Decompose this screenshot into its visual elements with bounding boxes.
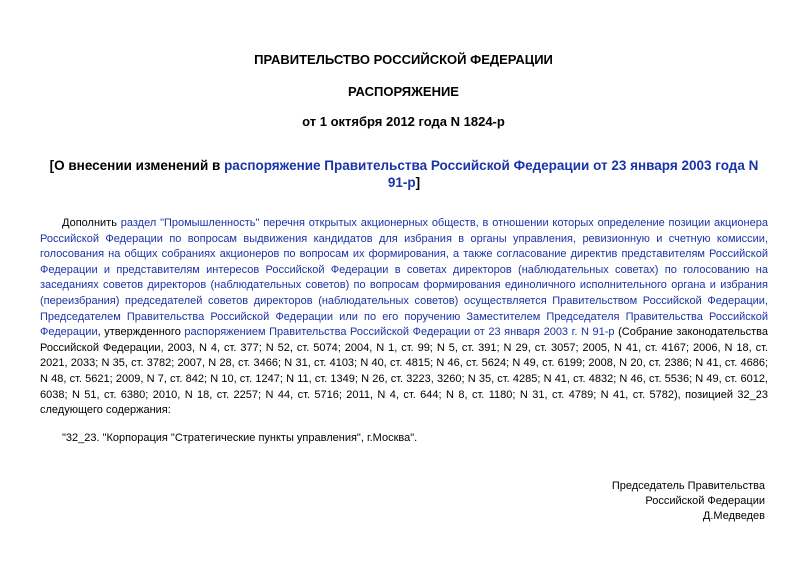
signature-title-line2: Российской Федерации (645, 495, 765, 507)
signature-name: Д.Медведев (702, 510, 765, 522)
signature-block (612, 479, 765, 524)
body-text-2: , утвержденного (97, 326, 185, 339)
document-date-number: от 1 октября 2012 года N 1824-р (302, 114, 505, 129)
document-title (40, 157, 768, 191)
title-suffix: ] (415, 175, 421, 190)
document-type-heading: РАСПОРЯЖЕНИЕ (348, 84, 459, 99)
government-heading: ПРАВИТЕЛЬСТВО РОССИЙСКОЙ ФЕДЕРАЦИИ (254, 52, 553, 67)
link-industry-section[interactable]: раздел "Промышленность" перечня открытых акционерных обществ, в отношении которых определение позиции акционера Российской Федерации по вопросам выдвижения кандидатов для избрания в органы управления, ревизионную и счетную комиссии, голосования на общих собраниях акционеров по вопросам их формирования, а также согласование директив представителям Российской Федерации и представителям интересов Российской Федерации в советах директоров (наблюдательных советах) по голосованию на заседаниях советов директоров (наблюдательных советов) по вопросам формирования единоличного исполнительного органа и избрания (переизбрания) председателей советов директоров (наблюдательных советов) осуществляется Правительством Российской Федерации, Председателем Правительства Российской Федерации или по его поручению Заместителем Председателя Правительства Российской Федерации (40, 217, 768, 339)
main-paragraph (40, 216, 768, 419)
signature-title-line1: Председатель Правительства (611, 480, 765, 492)
position-quote: "32_23. "Корпорация "Стратегические пункты управления", г.Москва". (62, 432, 418, 444)
body-text-3: (Собрание законодательства Российской Федерации, 2003, N 4, ст. 377; N 52, ст. 5074; 2004, N 1, ст. 99; N 5, ст. 391; N 29, ст. 3057; 2005, N 41, ст. 4167; 2006, N 18, ст. 2021, 2033; N 35, ст. 3782; 2007, N 28, ст. 3466; N 31, ст. 4103; N 40, ст. 4815; N 46, ст. 5624; N 49, ст. 6199; 2008, N 20, ст. 2386; N 41, ст. 4686; N 48, ст. 5621; 2009, N 7, ст. 842; N 10, ст. 1247; N 11, ст. 1349; N 26, ст. 3223, 3260; N 35, ст. 4285; N 41, ст. 4832; N 46, ст. 5536; N 49, ст. 6012, 6038; N 51, ст. 6380; 2010, N 18, ст. 2257; N 44, ст. 5716; 2011, N 4, ст. 644; N 8, ст. 1180; N 31, ст. 4789; N 41, ст. 5782), позицией 32_23 следующего содержания: (40, 326, 768, 417)
link-order-91r[interactable]: распоряжением Правительства Российской Федерации от 23 января 2003 г. N 91-р (184, 326, 615, 339)
body-text-1: Дополнить (62, 217, 121, 229)
title-prefix: [О внесении изменений в (49, 158, 225, 173)
title-link-order-91r[interactable]: распоряжение Правительства Российской Федерации от 23 января 2003 года N 91-р (224, 158, 759, 190)
